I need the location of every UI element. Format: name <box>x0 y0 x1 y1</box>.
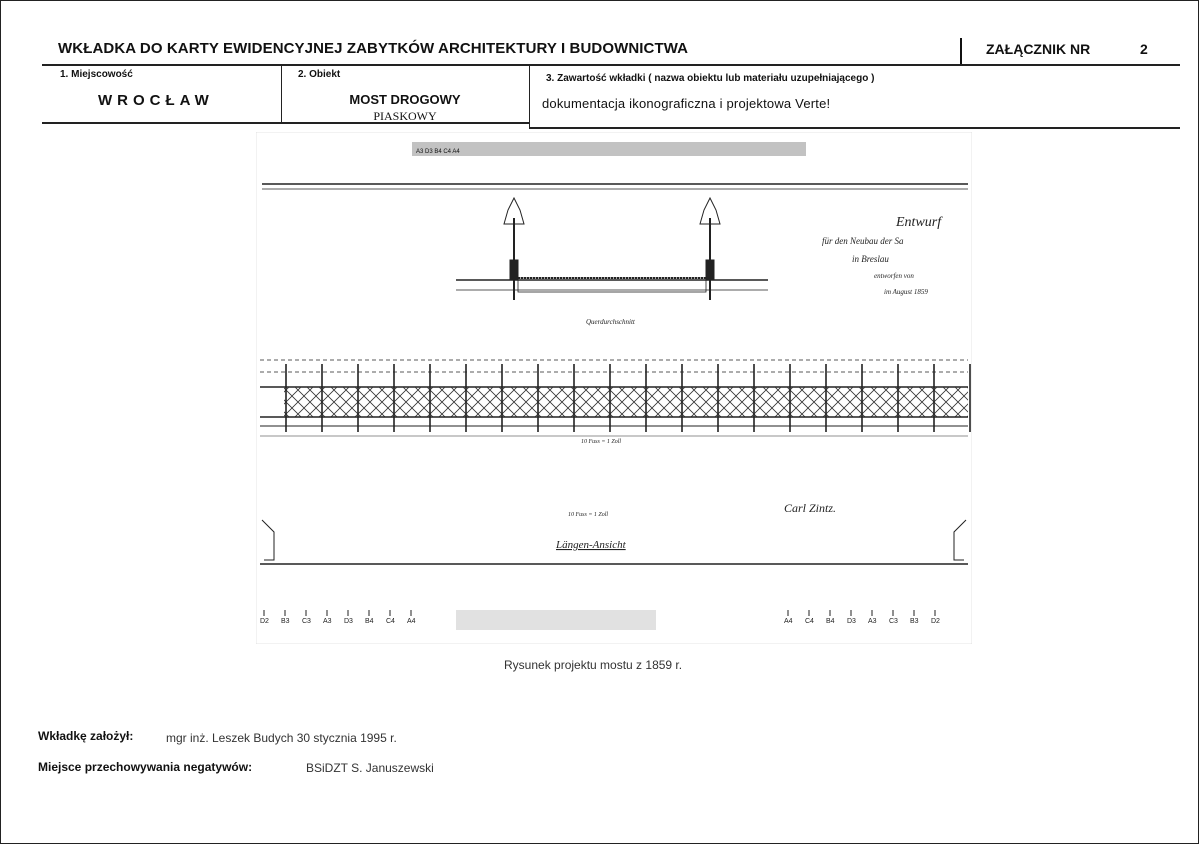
document-title: WKŁADKA DO KARTY EWIDENCYJNEJ ZABYTKÓW ARCHITEKTURY I BUDOWNICTWA <box>58 40 689 57</box>
field-divider-2 <box>529 64 530 129</box>
top-scale-band <box>412 142 806 156</box>
field-divider-1 <box>281 64 282 124</box>
section-mark: A3 <box>323 618 332 625</box>
section-mark: D2 <box>931 618 940 625</box>
contents-label: 3. Zawartość wkładki ( nazwa obiektu lub materiału uzupełniającego ) <box>546 73 875 84</box>
drawing-title-line-5: im August 1859 <box>884 288 928 296</box>
drawing-title-line-1: Entwurf <box>896 215 942 230</box>
founder-label: Wkładkę założył: <box>38 729 134 743</box>
section-mark: D3 <box>847 618 856 625</box>
object-label: 2. Obiekt <box>298 69 341 80</box>
bridge-drawing <box>256 132 972 644</box>
section-mark: C4 <box>805 618 814 625</box>
section-mark: B4 <box>365 618 374 625</box>
section-mark: D2 <box>260 618 269 625</box>
section-mark: A4 <box>784 618 793 625</box>
section-mark: B3 <box>910 618 919 625</box>
negatives-label: Miejsce przechowywania negatywów: <box>38 760 253 774</box>
scale-label-2: 10 Fuss = 1 Zoll <box>568 512 609 518</box>
section-mark: B3 <box>281 618 290 625</box>
place-value: WROCŁAW <box>98 92 214 109</box>
section-mark: C3 <box>889 618 898 625</box>
negatives-value: BSiDZT S. Januszewski <box>306 761 434 775</box>
founder-value: mgr inż. Leszek Budych 30 stycznia 1995 r. <box>166 731 397 745</box>
contents-value: dokumentacja ikonograficzna i projektowa Verte! <box>542 96 831 111</box>
header-divider <box>960 38 962 66</box>
document-header <box>42 36 1180 64</box>
annex-number: 2 <box>1140 41 1148 57</box>
header-rule <box>42 64 1180 66</box>
annex-label: ZAŁĄCZNIK NR <box>986 41 1091 57</box>
section-mark: C4 <box>386 618 395 625</box>
drawing-title-line-3: in Breslau <box>852 254 889 264</box>
section-mark: A3 <box>868 618 877 625</box>
drawing-caption: Rysunek projektu mostu z 1859 r. <box>504 658 683 672</box>
place-label: 1. Miejscowość <box>60 69 133 80</box>
section-mark: B4 <box>826 618 835 625</box>
object-value: MOST DROGOWY <box>349 92 461 107</box>
cross-section-label: Querdurchschnitt <box>586 318 635 326</box>
section-mark: D3 <box>344 618 353 625</box>
architect-signature: Carl Zintz. <box>784 501 837 515</box>
drawing-title-line-2: für den Neubau der Sa <box>822 236 904 246</box>
top-section-marks: A3 D3 B4 C4 A4 <box>416 149 460 155</box>
elevation-label: Längen-Ansicht <box>556 539 626 551</box>
drawing-title-line-4: entworfen von <box>874 272 914 280</box>
object-subvalue: PIASKOWY <box>373 109 437 123</box>
section-mark: C3 <box>302 618 311 625</box>
section-mark: A4 <box>407 618 416 625</box>
fields-rule-right <box>530 127 1180 129</box>
scale-label-1: 10 Fuss = 1 Zoll <box>581 439 622 445</box>
bottom-scale-band <box>456 610 656 630</box>
